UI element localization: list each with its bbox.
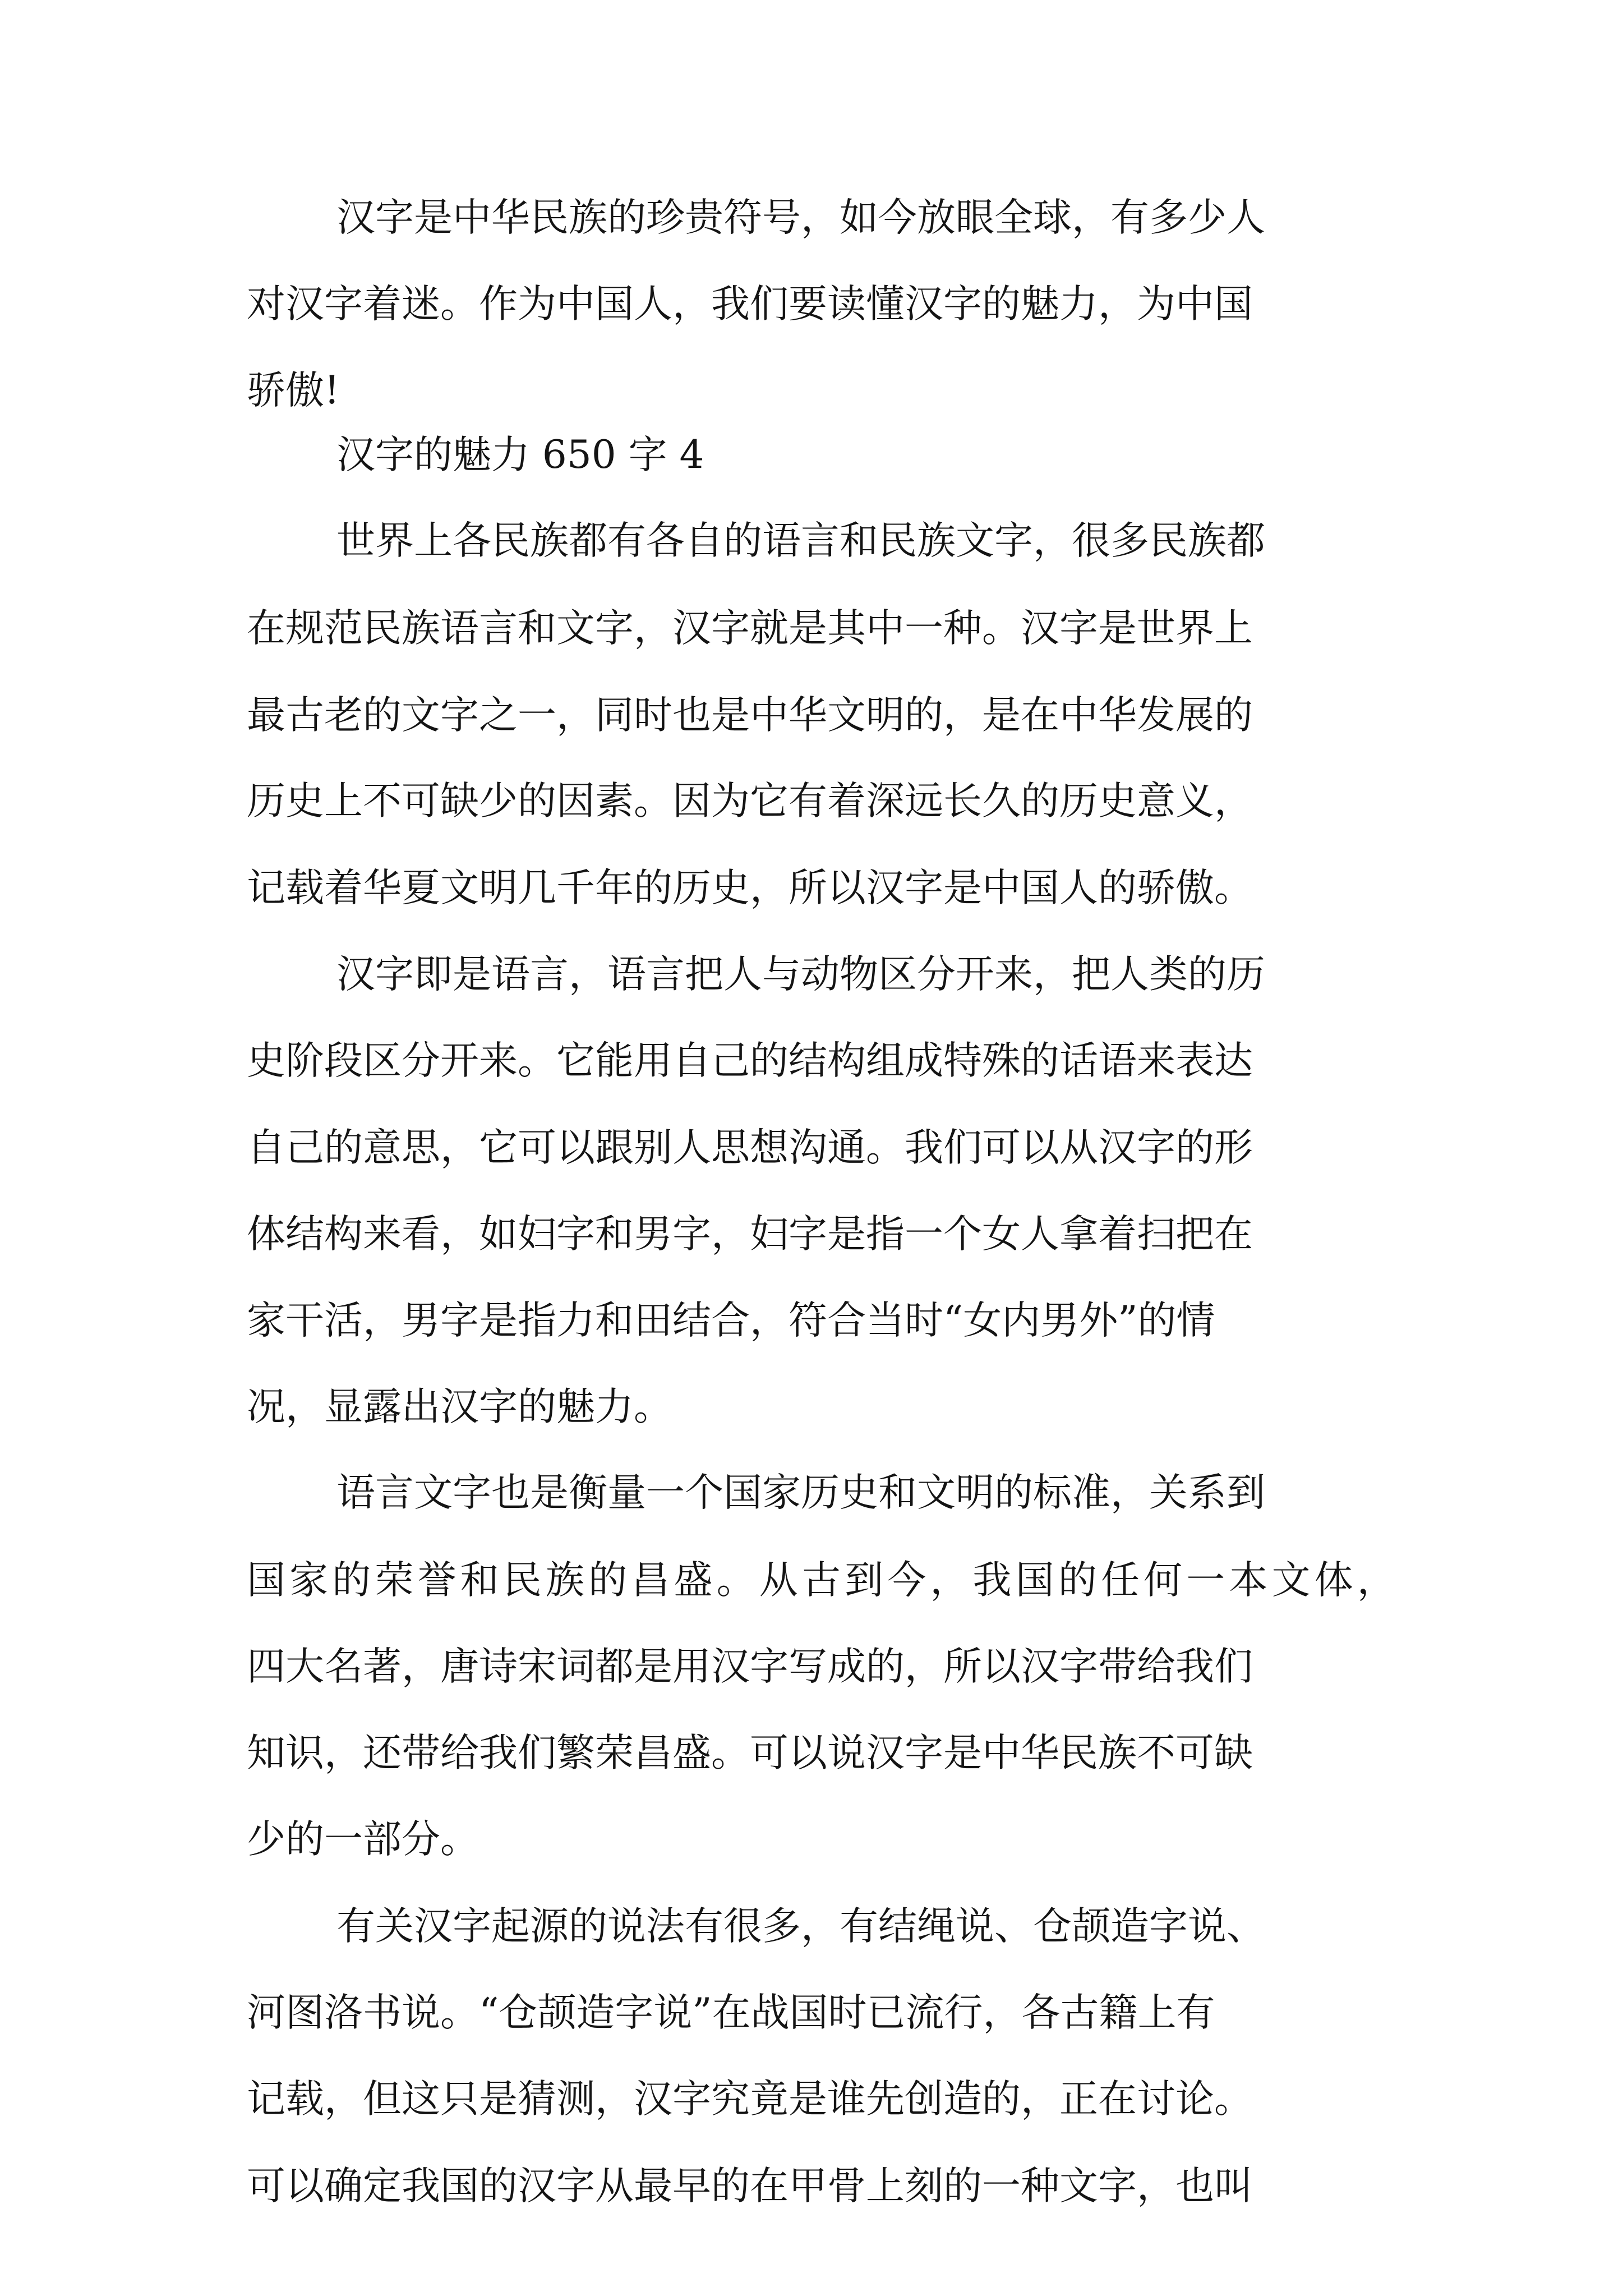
text-line: 汉字是中华民族的珍贵符号，如今放眼全球，有多少人 — [336, 195, 1265, 240]
text-line: 汉字即是语言，语言把人与动物区分开来，把人类的历 — [336, 952, 1265, 997]
text-line: 可以确定我国的汉字从最早的在甲骨上刻的一种文字，也叫 — [247, 2164, 1253, 2208]
text-line: 对汉字着迷。作为中国人，我们要读懂汉字的魅力，为中国 — [247, 282, 1253, 326]
text-line: 少的一部分。 — [247, 1817, 479, 1862]
text-line: 记载，但这只是猜测，汉字究竟是谁先创造的，正在讨论。 — [247, 2077, 1253, 2122]
text-line: 历史上不可缺少的因素。因为它有着深远长久的历史意义， — [247, 779, 1253, 823]
text-line: 史阶段区分开来。它能用自己的结构组成特殊的话语来表达 — [247, 1038, 1253, 1083]
text-line: 骄傲! — [247, 368, 340, 413]
text-line: 在规范民族语言和文字，汉字就是其中一种。汉字是世界上 — [247, 606, 1253, 651]
text-line: 世界上各民族都有各自的语言和民族文字，很多民族都 — [336, 518, 1265, 563]
text-line: 四大名著，唐诗宋词都是用汉字写成的，所以汉字带给我们 — [247, 1644, 1253, 1689]
text-line: 家干活，男字是指力和田结合，符合当时“女内男外”的情 — [247, 1298, 1215, 1343]
text-line: 知识，还带给我们繁荣昌盛。可以说汉字是中华民族不可缺 — [247, 1731, 1253, 1775]
text-line: 有关汉字起源的说法有很多，有结绳说、仓颉造字说、 — [336, 1904, 1265, 1949]
text-line: 记载着华夏文明几千年的历史，所以汉字是中国人的骄傲。 — [247, 866, 1253, 910]
text-line: 国家的荣誉和民族的昌盛。从古到今，我国的任何一本文体， — [247, 1558, 1400, 1603]
text-line: 况，显露出汉字的魅力。 — [247, 1384, 672, 1429]
section-heading: 汉字的魅力 650 字 4 — [336, 432, 704, 477]
text-line: 最古老的文字之一，同时也是中华文明的，是在中华发展的 — [247, 693, 1253, 738]
text-line: 语言文字也是衡量一个国家历史和文明的标准，关系到 — [336, 1470, 1265, 1515]
text-line: 体结构来看，如妇字和男字，妇字是指一个女人拿着扫把在 — [247, 1212, 1253, 1257]
text-line: 自己的意思，它可以跟别人思想沟通。我们可以从汉字的形 — [247, 1125, 1253, 1170]
text-line: 河图洛书说。“仓颉造字说”在战国时已流行，各古籍上有 — [247, 1990, 1215, 2035]
